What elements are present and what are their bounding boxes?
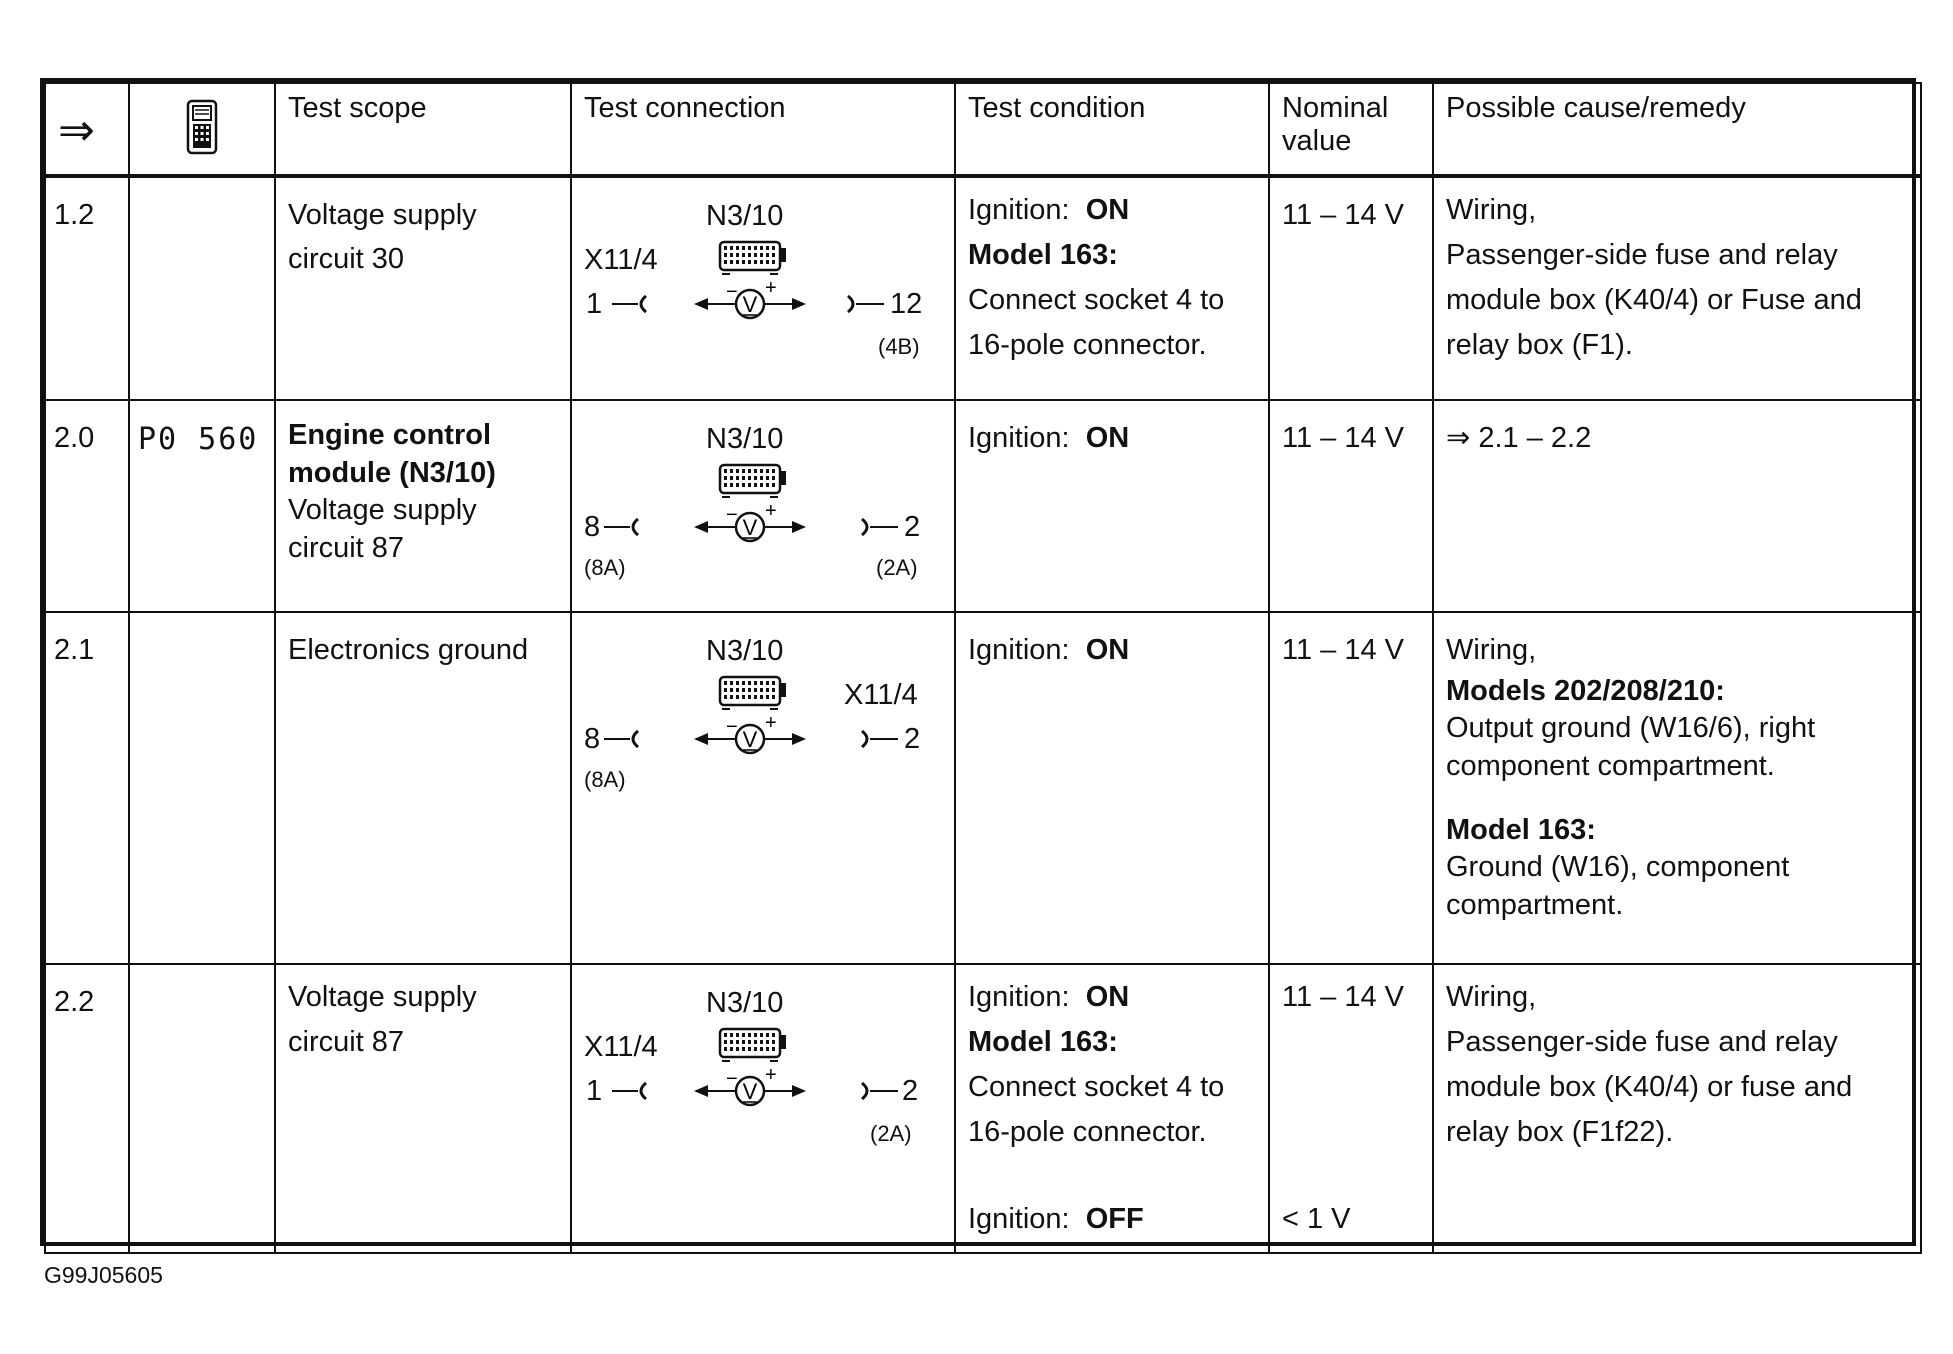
ecu-connector-icon [720,242,786,274]
possible-cause [1433,176,1921,400]
voltmeter-icon [694,1064,806,1105]
condition-value: ON [1085,634,1130,666]
condition-model: Model 163: [968,1026,1118,1058]
connection-diagram [572,178,954,399]
nominal-value: 11 – 14 V [1269,612,1433,964]
svg-text:+: + [765,1064,777,1086]
test-scope: Voltage supply circuit 30 [275,176,571,400]
cause-line: Wiring, [1446,981,1537,1013]
header-possible-cause: Possible cause/remedy [1433,83,1921,176]
header-nominal-value: Nominal value [1269,83,1433,176]
svg-text:−: − [726,1068,738,1090]
condition-label: Ignition: [968,981,1070,1013]
header-row [45,83,1921,176]
cause-model: Models 202/208/210: [1446,674,1725,707]
left-pin: 1 [586,1075,603,1107]
header-arrow [45,83,129,176]
nominal-off: < 1 V [1282,1203,1351,1235]
possible-cause [1433,612,1921,964]
condition-label: Ignition: [968,1203,1070,1235]
left-pin-sub: (8A) [584,767,626,792]
left-probe [612,296,646,312]
table-row [45,400,1921,612]
svg-text:−: − [726,504,738,526]
module-label: N3/10 [706,987,784,1019]
fault-code [129,964,275,1253]
test-connection [571,964,955,1253]
connection-diagram [572,965,954,1252]
svg-text:V: V [742,292,758,317]
test-scope: Electronics ground [275,612,571,964]
ecu-connector-icon [720,677,786,709]
left-probe [604,519,638,535]
right-probe [862,1083,898,1099]
fault-code-value: P0 560 [138,422,259,457]
condition-label: Ignition: [968,194,1070,226]
cause-model: Model 163: [1446,813,1596,846]
condition-value: ON [1085,194,1130,226]
step-number: 2.1 [45,612,129,964]
left-pin: 8 [584,511,601,543]
step-number: 2.0 [45,400,129,612]
condition-label: Ignition: [968,634,1070,666]
right-probe [862,519,898,535]
connection-diagram [572,613,954,963]
step-number: 2.2 [45,964,129,1253]
test-condition [955,612,1269,964]
right-pin: 2 [904,723,921,755]
component-name: Engine control module (N3/10) [288,419,496,489]
condition-value: ON [1085,422,1130,454]
right-pin-sub: (4B) [878,334,920,359]
voltmeter-icon [694,277,806,318]
left-probe [612,1083,646,1099]
connection-diagram [572,401,954,611]
possible-cause: ⇒ 2.1 – 2.2 [1433,400,1921,612]
right-pin: 2 [902,1075,919,1107]
svg-text:−: − [726,281,738,303]
condition-value: OFF [1085,1203,1144,1235]
module-label: N3/10 [706,635,784,667]
cause-line: Passenger-side fuse and relay module box (K40/4) or Fuse and relay box (F1). [1446,239,1862,361]
voltmeter-icon [694,712,806,753]
svg-text:+: + [765,712,777,734]
scope-text: Voltage supply circuit 87 [288,494,477,565]
right-pin-sub: (2A) [876,555,918,580]
connector-label: X11/4 [844,679,918,711]
cause-line: Passenger-side fuse and relay module box (K40/4) or fuse and relay box (F1f22). [1446,1026,1853,1148]
condition-line: 16-pole connector. [968,1116,1207,1148]
test-connection [571,612,955,964]
nominal-value [1269,964,1433,1253]
connector-label: X11/4 [584,244,658,276]
condition-line: Connect socket 4 to [968,1071,1225,1103]
test-scope: Voltage supply circuit 87 [275,964,571,1253]
nominal-on: 11 – 14 V [1282,981,1405,1013]
right-probe [862,731,898,747]
module-label: N3/10 [706,200,784,232]
svg-text:+: + [765,500,777,522]
svg-text:+: + [765,277,777,299]
connector-label: X11/4 [584,1031,658,1063]
svg-text:−: − [726,716,738,738]
left-probe [604,731,638,747]
cause-line: Output ground (W16/6), right component compartment. [1446,712,1816,782]
right-pin-sub: (2A) [870,1121,912,1146]
right-pin: 12 [890,288,923,320]
double-arrow-icon: ⇒ [58,105,95,155]
header-test-connection: Test connection [571,83,955,176]
header-tester [129,83,275,176]
left-pin: 1 [586,288,603,320]
nominal-value: 11 – 14 V [1269,400,1433,612]
table-row [45,176,1921,400]
right-pin: 2 [904,511,921,543]
handheld-tester-icon [185,99,219,155]
fault-code [129,176,275,400]
test-condition [955,964,1269,1253]
cause-line: Ground (W16), component compartment. [1446,851,1790,921]
header-test-scope: Test scope [275,83,571,176]
ecu-connector-icon [720,1029,786,1061]
svg-text:V: V [742,727,758,752]
svg-text:V: V [742,1079,758,1104]
spacer [968,1155,1258,1197]
test-connection [571,400,955,612]
condition-line: 16-pole connector. [968,329,1207,361]
test-condition [955,176,1269,400]
cause-line: Wiring, [1446,634,1537,666]
condition-value: ON [1085,981,1130,1013]
right-probe [848,296,884,312]
fault-code [129,400,275,612]
ecu-connector-icon [720,465,786,497]
test-table [40,78,1916,1246]
table-row [45,964,1921,1253]
step-number: 1.2 [45,176,129,400]
test-condition [955,400,1269,612]
module-label: N3/10 [706,423,784,455]
spacer [1446,786,1910,812]
header-test-condition: Test condition [955,83,1269,176]
table-row [45,612,1921,964]
svg-text:V: V [742,515,758,540]
test-connection [571,176,955,400]
left-pin-sub: (8A) [584,555,626,580]
possible-cause [1433,964,1921,1253]
voltmeter-icon [694,500,806,541]
test-scope [275,400,571,612]
left-pin: 8 [584,723,601,755]
figure-id: G99J05605 [44,1262,163,1288]
fault-code [129,612,275,964]
condition-model: Model 163: [968,239,1118,271]
cause-line: Wiring, [1446,194,1537,226]
spacer [1282,1020,1422,1197]
condition-line: Connect socket 4 to [968,284,1225,316]
condition-label: Ignition: [968,422,1070,454]
nominal-value: 11 – 14 V [1269,176,1433,400]
